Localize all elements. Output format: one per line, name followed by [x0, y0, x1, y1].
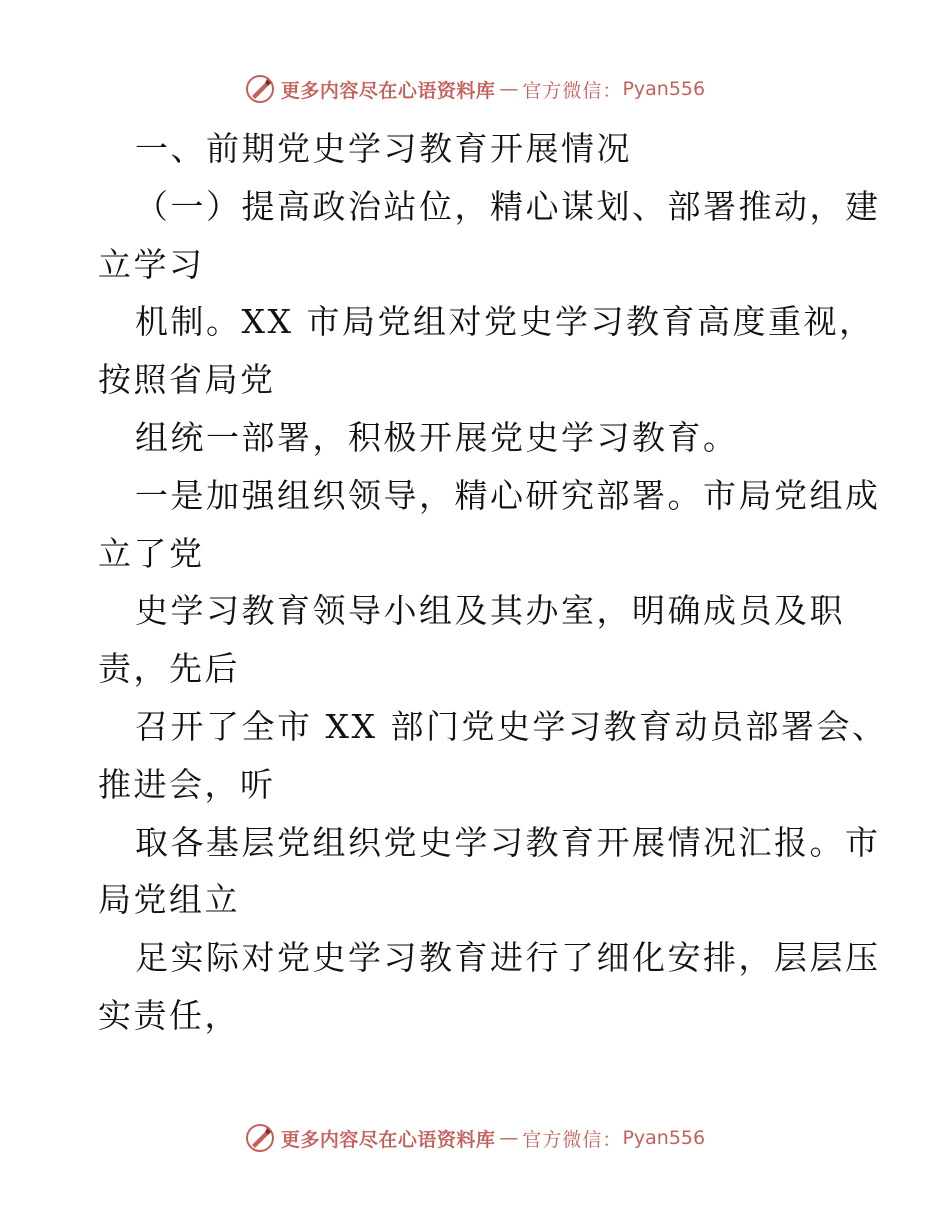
body-line: 一、前期党史学习教育开展情况: [135, 129, 632, 168]
watermark-wechat-id: Pyan556: [622, 78, 706, 100]
body-line: 取各基层党组织党史学习教育开展情况汇报。市: [135, 822, 881, 862]
body-line: 召开了全市 XX 部门党史学习教育动员部署会、: [135, 706, 888, 746]
watermark-dash: —: [499, 1127, 519, 1149]
watermark-dash: —: [499, 78, 519, 100]
body-line: 实责任，: [98, 995, 240, 1035]
watermark-wechat-label: 官方微信：: [522, 79, 623, 102]
body-line: 责，先后: [98, 649, 240, 689]
body-line: 一是加强组织领导，精心研究部署。市局党组成: [135, 475, 881, 515]
watermark-main-text: 更多内容尽在心语资料库: [280, 79, 496, 102]
body-line: （一）提高政治站位，精心谋划、部署推动，建: [135, 186, 881, 226]
body-line: 机制。XX 市局党组对党史学习教育高度重视，: [135, 302, 875, 342]
body-line: 推进会，听: [98, 764, 276, 804]
body-line: 局党组立: [98, 880, 240, 920]
pen-logo-icon: [245, 1123, 275, 1153]
body-line: 足实际对党史学习教育进行了细化安排，层层压: [135, 938, 881, 978]
body-line: 立学习: [98, 244, 205, 284]
body-line: 立了党: [98, 533, 205, 573]
pen-logo-icon: [245, 74, 275, 104]
body-line: 按照省局党: [98, 360, 276, 400]
footer-watermark: [0, 1123, 950, 1153]
body-line: 组统一部署，积极开展党史学习教育。: [135, 417, 739, 457]
document-body: [98, 120, 888, 1045]
watermark-main-text: 更多内容尽在心语资料库: [280, 1128, 496, 1151]
watermark-wechat-id: Pyan556: [622, 1127, 706, 1149]
watermark-wechat-label: 官方微信：: [522, 1128, 623, 1151]
body-line: 史学习教育领导小组及其办室，明确成员及职: [135, 591, 845, 631]
header-watermark: [0, 74, 950, 104]
